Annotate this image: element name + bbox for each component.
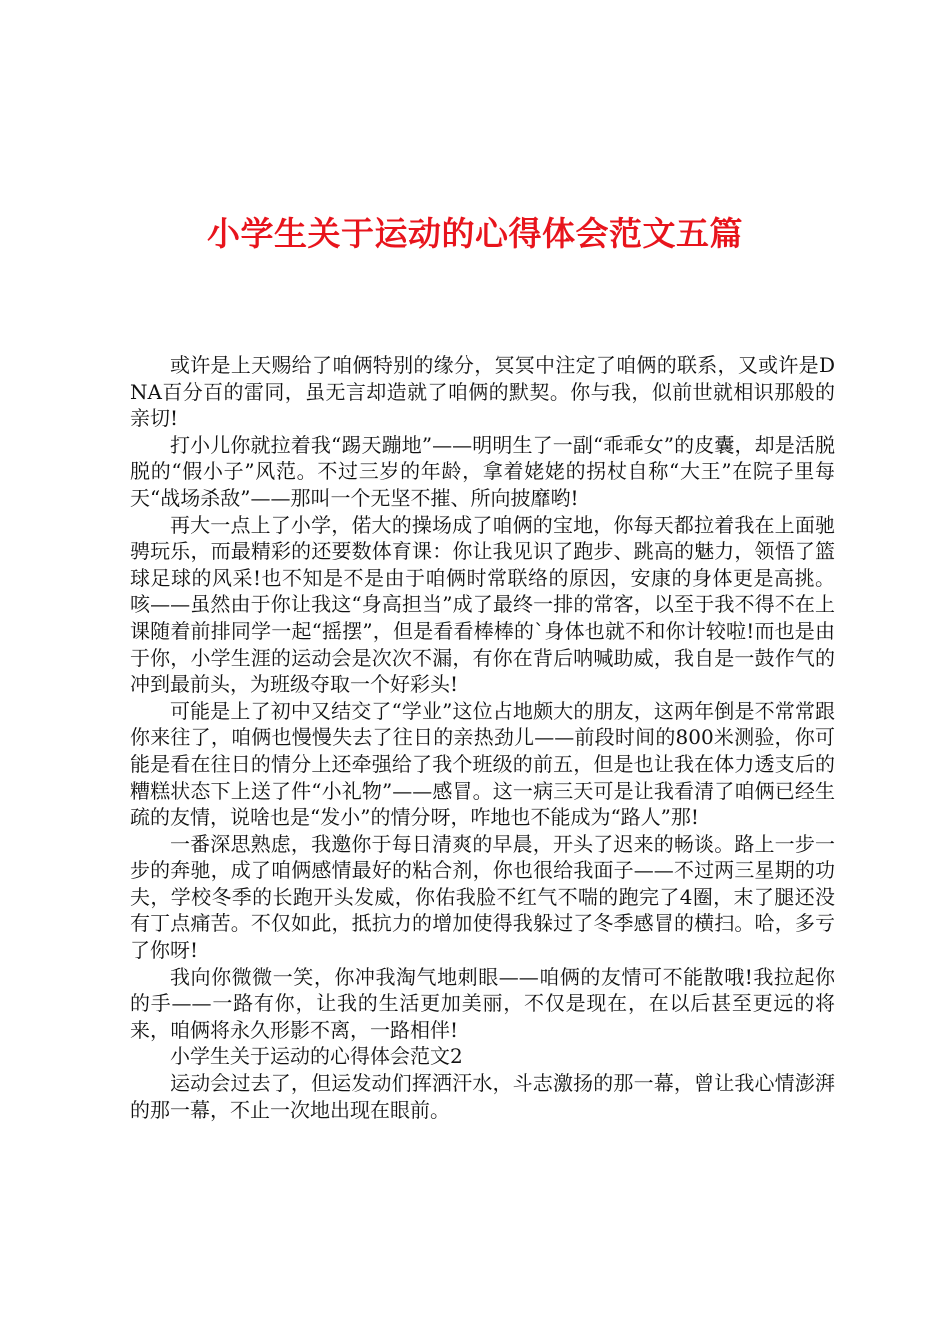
- paragraph: 运动会过去了，但运发动们挥洒汗水，斗志激扬的那一幕，曾让我心情澎湃的那一幕，不止一次地出现在眼前。: [130, 1071, 835, 1122]
- paragraph: 可能是上了初中又结交了“学业”这位占地颇大的朋友，这两年倒是不常常跟你来往了，咱俩也慢慢失去了往日的亲热劲儿——前段时间的800米测验，你可能是看在往日的情分上还牵强给了我个班级的前五，但是也让我在体力透支后的糟糕状态下上送了件“小礼物”——感冒。这一病三天可是让我看清了咱俩已经生疏的友情，说啥也是“发小”的情分呀，咋地也不能成为“路人”那!: [130, 698, 835, 830]
- document-body: [130, 352, 835, 1123]
- paragraph: 一番深思熟虑，我邀你于每日清爽的早晨，开头了迟来的畅谈。路上一步一步的奔驰，成了咱俩感情最好的粘合剂，你也很给我面子——不过两三星期的功夫，学校冬季的长跑开头发威，你佑我脸不红气不喘的跑完了4圈，末了腿还没有丁点痛苦。不仅如此，抵抗力的增加使得我躲过了冬季感冒的横扫。哈，多亏了你呀!: [130, 831, 835, 963]
- paragraph: 我向你微微一笑，你冲我淘气地刺眼——咱俩的友情可不能散哦!我拉起你的手——一路有你，让我的生活更加美丽，不仅是现在，在以后甚至更远的将来，咱俩将永久形影不离，一路相伴!: [130, 964, 835, 1042]
- document-title: 小学生关于运动的心得体会范文五篇: [207, 214, 743, 253]
- paragraph: 打小儿你就拉着我“踢天蹦地”——明明生了一副“乖乖女”的皮囊，却是活脱脱的“假小子”风范。不过三岁的年龄，拿着姥姥的拐杖自称“大王”在院子里每天“战场杀敌”——那叫一个无坚不摧、所向披靡哟!: [130, 432, 835, 510]
- paragraph: 或许是上天赐给了咱俩特别的缘分，冥冥中注定了咱俩的联系，又或许是DNA百分百的雷同，虽无言却造就了咱俩的默契。你与我，似前世就相识那般的亲切!: [130, 353, 835, 431]
- paragraph: 再大一点上了小学，偌大的操场成了咱俩的宝地，你每天都拉着我在上面驰骋玩乐，而最精彩的还要数体育课：你让我见识了跑步、跳高的魅力，领悟了篮球足球的风采!也不知是不是由于咱俩时常联络的原因，安康的身体更是高挑。咳——虽然由于你让我这“身高担当”成了最终一排的常客，以至于我不得不在上课随着前排同学一起“摇摆”，但是看看棒棒的`身体也就不和你计较啦!而也是由于你，小学生涯的运动会是次次不漏，有你在背后呐喊助威，我自是一鼓作气的冲到最前头，为班级夺取一个好彩头!: [130, 512, 835, 697]
- section-heading: 小学生关于运动的心得体会范文2: [170, 1044, 463, 1069]
